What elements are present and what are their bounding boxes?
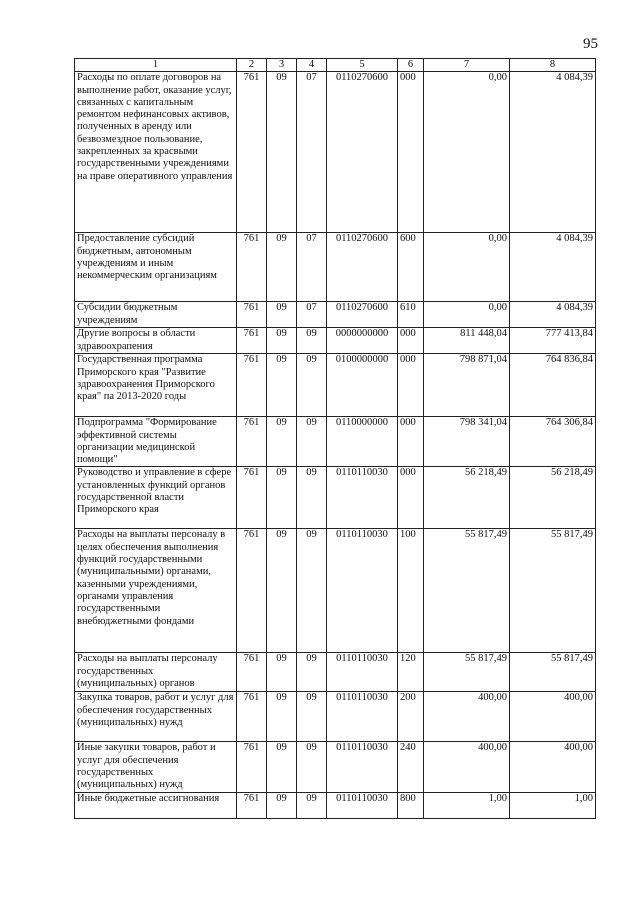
- expense-type-code: 000: [398, 72, 424, 233]
- section-code: 09: [267, 467, 297, 529]
- amount-col7: 0,00: [424, 233, 510, 302]
- ministry-code: 761: [237, 72, 267, 233]
- expense-name: Закупка товаров, работ и услуг для обеспечения государственных (муниципальных) нужд: [75, 692, 237, 742]
- ministry-code: 761: [237, 417, 267, 467]
- amount-col7: 1,00: [424, 792, 510, 818]
- target-article-code: 0110110030: [327, 653, 398, 692]
- page-number: 95: [583, 36, 598, 52]
- table-row: [75, 233, 596, 302]
- column-header: 4: [297, 59, 327, 72]
- expense-type-code: 240: [398, 742, 424, 792]
- subsection-code: 07: [297, 72, 327, 233]
- amount-col7: 55 817,49: [424, 653, 510, 692]
- subsection-code: 07: [297, 233, 327, 302]
- section-code: 09: [267, 692, 297, 742]
- amount-col8: 400,00: [510, 692, 596, 742]
- target-article-code: 0110270600: [327, 302, 398, 328]
- subsection-code: 09: [297, 417, 327, 467]
- amount-col8: 4 084,39: [510, 302, 596, 328]
- section-code: 09: [267, 529, 297, 653]
- amount-col8: 764 306,84: [510, 417, 596, 467]
- amount-col8: 4 084,39: [510, 72, 596, 233]
- subsection-code: 09: [297, 354, 327, 417]
- section-code: 09: [267, 653, 297, 692]
- expense-name: Расходы на выплаты персоналу государственных (муниципальных) органов: [75, 653, 237, 692]
- subsection-code: 09: [297, 792, 327, 818]
- ministry-code: 761: [237, 302, 267, 328]
- table-row: [75, 742, 596, 792]
- column-header: 8: [510, 59, 596, 72]
- target-article-code: 0110000000: [327, 417, 398, 467]
- target-article-code: 0110110030: [327, 529, 398, 653]
- expense-type-code: 000: [398, 467, 424, 529]
- column-header: 3: [267, 59, 297, 72]
- subsection-code: 09: [297, 742, 327, 792]
- column-header: 6: [398, 59, 424, 72]
- ministry-code: 761: [237, 653, 267, 692]
- expense-name: Субсидии бюджетным учреждениям: [75, 302, 237, 328]
- expense-type-code: 610: [398, 302, 424, 328]
- target-article-code: 0110270600: [327, 233, 398, 302]
- expense-name: Предоставление субсидий бюджетным, автономным учреждениям и иным некоммерческим организациям: [75, 233, 237, 302]
- amount-col7: 55 817,49: [424, 529, 510, 653]
- amount-col7: 798 341,04: [424, 417, 510, 467]
- ministry-code: 761: [237, 354, 267, 417]
- amount-col8: 764 836,84: [510, 354, 596, 417]
- expense-name: Расходы по оплате договоров на выполнение работ, оказание услуг, связанных с капитальным ремонтом нефинансовых активов, полученных в аренду или безвозмездное пользование, закрепленных за красвыми государственными учреждениями на праве оперативного управления: [75, 72, 237, 233]
- expense-name: Руководство и управление в сфере установленных функций органов государственной власти Приморского края: [75, 467, 237, 529]
- column-header: 7: [424, 59, 510, 72]
- amount-col7: 0,00: [424, 72, 510, 233]
- amount-col8: 56 218,49: [510, 467, 596, 529]
- table-row: [75, 354, 596, 417]
- target-article-code: 0110110030: [327, 792, 398, 818]
- amount-col7: 56 218,49: [424, 467, 510, 529]
- amount-col7: 400,00: [424, 692, 510, 742]
- amount-col8: 777 413,84: [510, 328, 596, 354]
- column-header: 2: [237, 59, 267, 72]
- expense-name: Иные бюджетные ассигнования: [75, 792, 237, 818]
- section-code: 09: [267, 354, 297, 417]
- expense-type-code: 600: [398, 233, 424, 302]
- ministry-code: 761: [237, 328, 267, 354]
- column-header: 1: [75, 59, 237, 72]
- target-article-code: 0110110030: [327, 692, 398, 742]
- table-row: [75, 302, 596, 328]
- amount-col8: 55 817,49: [510, 529, 596, 653]
- target-article-code: 0110110030: [327, 467, 398, 529]
- section-code: 09: [267, 233, 297, 302]
- expense-type-code: 000: [398, 328, 424, 354]
- table-row: [75, 72, 596, 233]
- subsection-code: 09: [297, 653, 327, 692]
- amount-col7: 0,00: [424, 302, 510, 328]
- table-row: [75, 529, 596, 653]
- expense-name: Государственная программа Приморского края "Развитие здравоохранения Приморского края" па 2013-2020 годы: [75, 354, 237, 417]
- expense-name: Другие вопросы в области здравоохрапения: [75, 328, 237, 354]
- amount-col8: 4 084,39: [510, 233, 596, 302]
- amount-col8: 400,00: [510, 742, 596, 792]
- target-article-code: 0110110030: [327, 742, 398, 792]
- subsection-code: 09: [297, 467, 327, 529]
- section-code: 09: [267, 417, 297, 467]
- ministry-code: 761: [237, 467, 267, 529]
- target-article-code: 0000000000: [327, 328, 398, 354]
- expense-type-code: 000: [398, 417, 424, 467]
- table-row: [75, 328, 596, 354]
- table-row: [75, 792, 596, 818]
- header-row: [75, 59, 596, 72]
- ministry-code: 761: [237, 792, 267, 818]
- expense-name: Иные закупки товаров, работ и услуг для обеспечения государственных (муниципальных) нужд: [75, 742, 237, 792]
- target-article-code: 0110270600: [327, 72, 398, 233]
- expense-type-code: 120: [398, 653, 424, 692]
- column-header: 5: [327, 59, 398, 72]
- ministry-code: 761: [237, 742, 267, 792]
- expense-type-code: 100: [398, 529, 424, 653]
- expense-type-code: 200: [398, 692, 424, 742]
- ministry-code: 761: [237, 233, 267, 302]
- subsection-code: 09: [297, 529, 327, 653]
- subsection-code: 09: [297, 692, 327, 742]
- amount-col8: 1,00: [510, 792, 596, 818]
- section-code: 09: [267, 742, 297, 792]
- expense-name: Подпрограмма "Формирование эффективной системы организации медицинской помощи": [75, 417, 237, 467]
- ministry-code: 761: [237, 529, 267, 653]
- subsection-code: 07: [297, 302, 327, 328]
- section-code: 09: [267, 302, 297, 328]
- budget-table: [74, 58, 596, 819]
- table-row: [75, 653, 596, 692]
- amount-col8: 55 817,49: [510, 653, 596, 692]
- amount-col7: 798 871,04: [424, 354, 510, 417]
- table-row: [75, 467, 596, 529]
- amount-col7: 400,00: [424, 742, 510, 792]
- expense-type-code: 000: [398, 354, 424, 417]
- expense-type-code: 800: [398, 792, 424, 818]
- table-row: [75, 692, 596, 742]
- section-code: 09: [267, 72, 297, 233]
- expense-name: Расходы на выплаты персоналу в целях обеспечения выполнения функций государственными (муниципальными) органами, казенными учреждениями, органами управления государственными внебюджетными фондами: [75, 529, 237, 653]
- subsection-code: 09: [297, 328, 327, 354]
- ministry-code: 761: [237, 692, 267, 742]
- table-row: [75, 417, 596, 467]
- amount-col7: 811 448,04: [424, 328, 510, 354]
- section-code: 09: [267, 792, 297, 818]
- target-article-code: 0100000000: [327, 354, 398, 417]
- section-code: 09: [267, 328, 297, 354]
